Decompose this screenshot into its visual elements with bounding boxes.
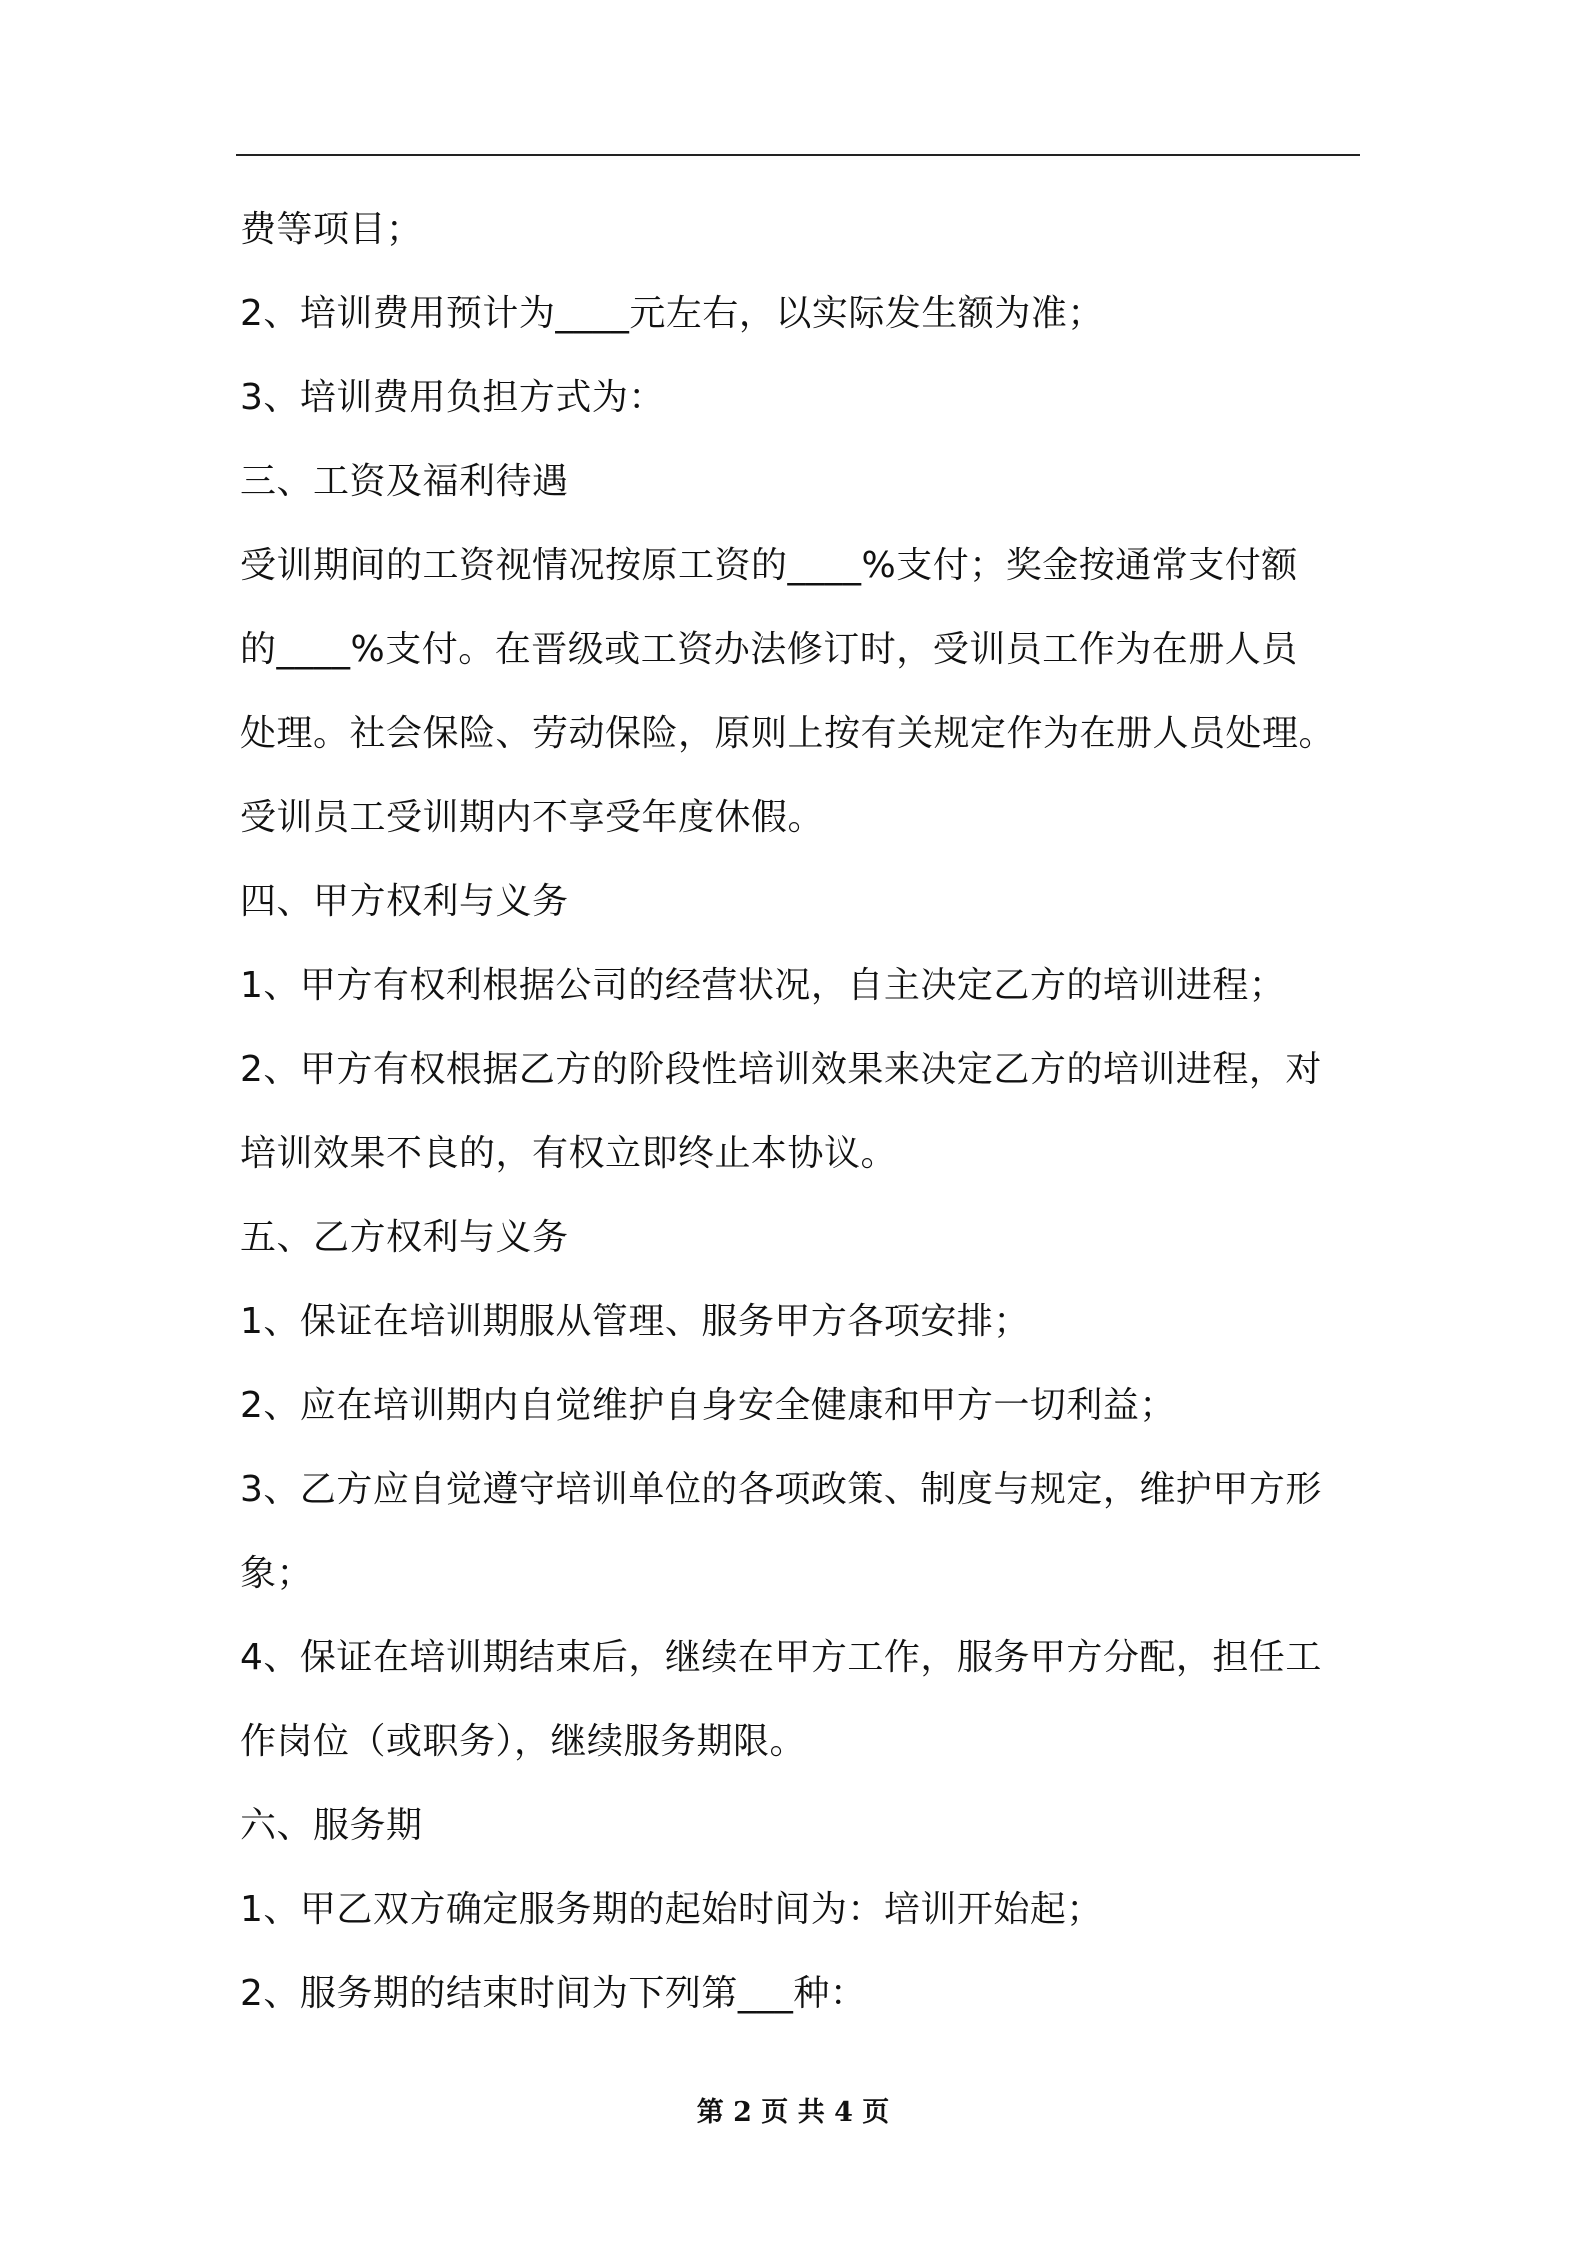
header-rule [236,154,1360,156]
section-heading: 三、工资及福利待遇 [240,461,569,502]
text-line: 1、甲方有权利根据公司的经营状况，自主决定乙方的培训进程； [240,965,1286,1006]
section-heading: 六、服务期 [240,1805,423,1846]
text-line: 费等项目； [240,209,423,250]
text-line: 2、应在培训期内自觉维护自身安全健康和甲方一切利益； [240,1385,1176,1426]
text-line: 处理。社会保险、劳动保险，原则上按有关规定作为在册人员处理。 [240,713,1336,754]
text-line: 受训期间的工资视情况按原工资的____%支付；奖金按通常支付额 [240,545,1298,586]
text-line: 3、培训费用负担方式为： [240,377,665,418]
document-body [240,188,1356,2036]
text-line: 2、培训费用预计为____元左右，以实际发生额为准； [240,293,1104,334]
text-line: 作岗位（或职务），继续服务期限。 [240,1721,807,1762]
text-line: 4、保证在培训期结束后，继续在甲方工作，服务甲方分配，担任工 [240,1637,1322,1678]
text-line: 培训效果不良的，有权立即终止本协议。 [240,1133,898,1174]
text-line: 1、保证在培训期服从管理、服务甲方各项安排； [240,1301,1030,1342]
text-line: 3、乙方应自觉遵守培训单位的各项政策、制度与规定，维护甲方形 [240,1469,1322,1510]
page-number: 第 2 页 共 4 页 [696,2097,890,2128]
text-line: 2、甲方有权根据乙方的阶段性培训效果来决定乙方的培训进程，对 [240,1049,1322,1090]
text-line: 2、服务期的结束时间为下列第___种： [240,1973,867,2014]
section-heading: 四、甲方权利与义务 [240,881,569,922]
section-heading: 五、乙方权利与义务 [240,1217,569,1258]
text-line: 受训员工受训期内不享受年度休假。 [240,797,825,838]
text-line: 1、甲乙双方确定服务期的起始时间为：培训开始起； [240,1889,1103,1930]
text-line: 的____%支付。在晋级或工资办法修订时，受训员工作为在册人员 [240,629,1298,670]
text-line: 象； [240,1553,314,1594]
